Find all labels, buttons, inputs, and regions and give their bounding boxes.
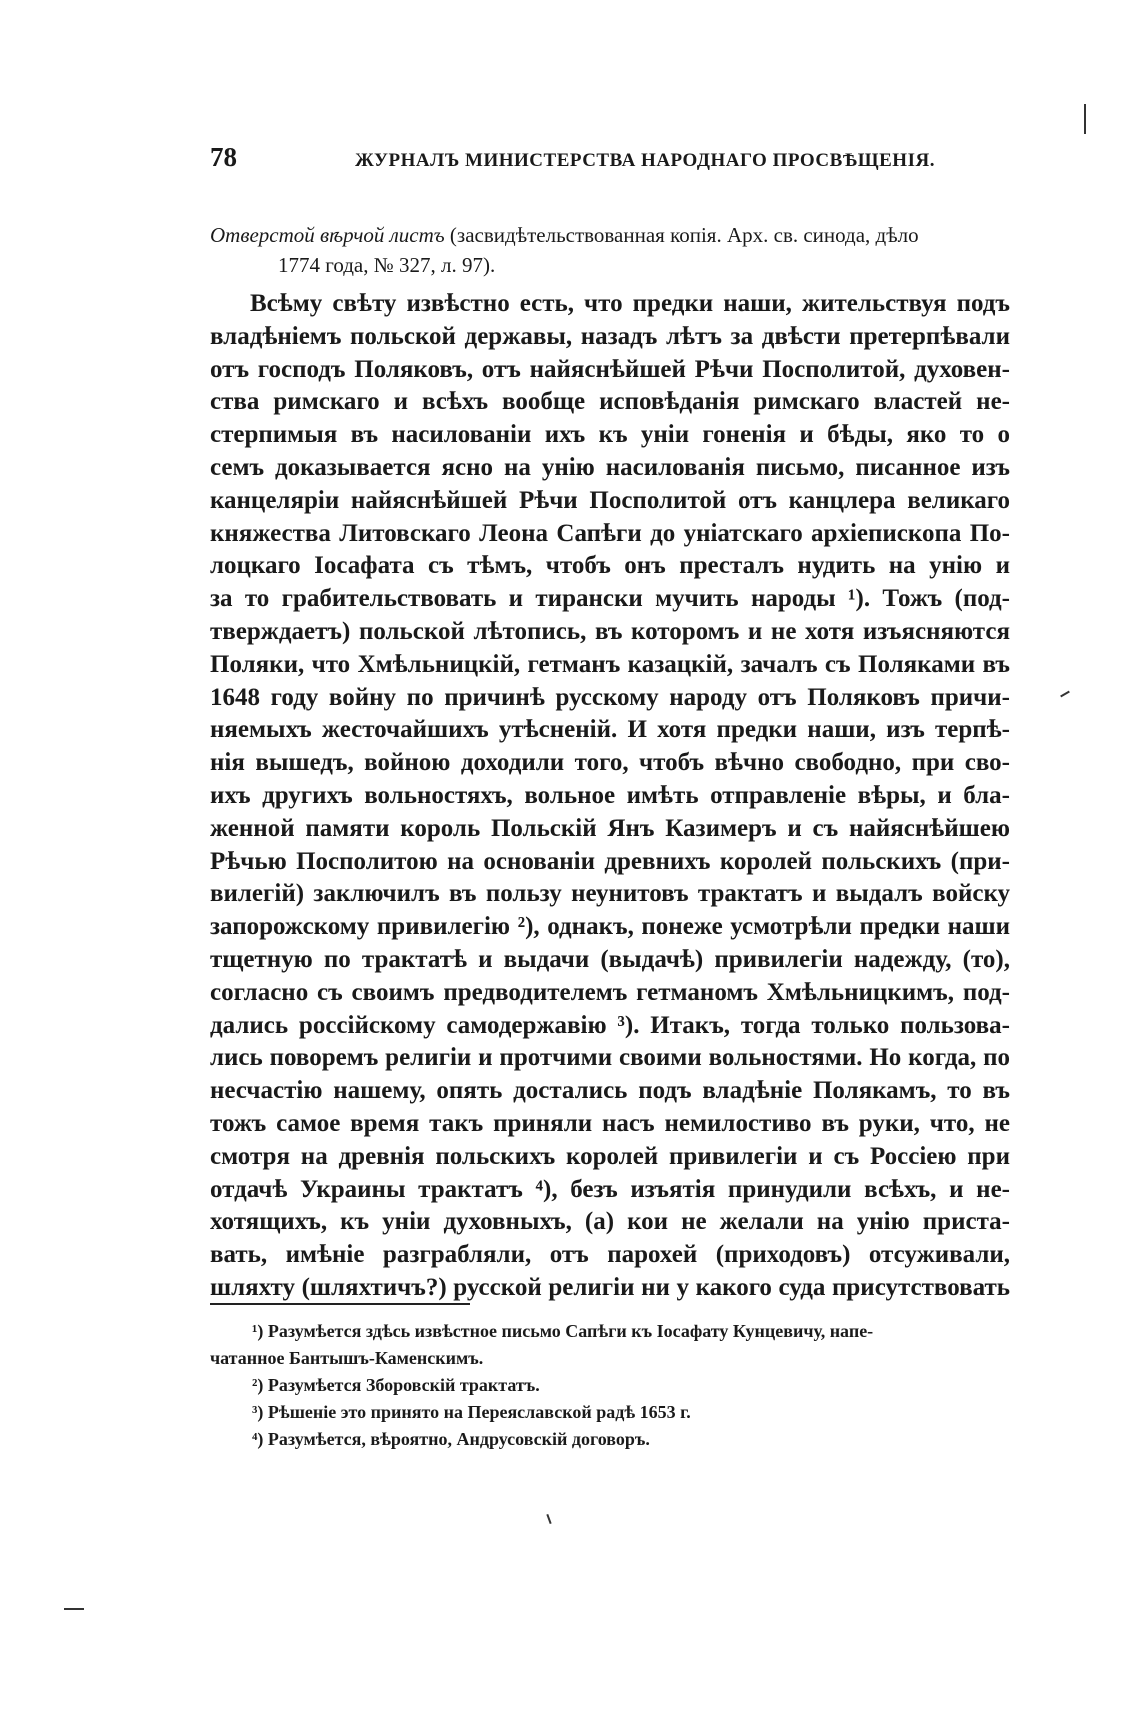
body-line: лись поворемъ религіи и протчими своими вольностями. Но когда, по xyxy=(210,1044,1010,1072)
body-line: отъ господъ Поляковъ, отъ найяснѣйшей Рѣчи Посполитой, духовен- xyxy=(210,355,1010,383)
footnotes xyxy=(210,1318,1010,1453)
body-line: княжества Литовскаго Леона Сапѣги до уніатскаго архіепископа По- xyxy=(210,519,1010,547)
body-line: вилегій) заключилъ въ пользу неунитовъ трактатъ и выдалъ войску xyxy=(210,880,1010,908)
body-line: ства римскаго и всѣхъ вообще исповѣданія римскаго властей не- xyxy=(210,388,1010,416)
scan-mark-top-right xyxy=(1084,104,1086,134)
body-line: Всѣму свѣту извѣстно есть, что предки наши, жительствуя подъ xyxy=(250,290,1010,317)
body-line: владѣніемъ польской державы, назадъ лѣтъ за двѣсти претерпѣвали xyxy=(210,322,1010,350)
scan-mark-bottom-left xyxy=(64,1608,84,1610)
body-line: шляхту (шляхтичъ?) русской религіи ни у какого суда присутствовать xyxy=(210,1273,1010,1301)
body-line: за то грабительствовать и тирански мучить народы ¹). Тожъ (под- xyxy=(210,585,1010,613)
body-line: согласно съ своимъ предводителемъ гетманомъ Хмѣльницкимъ, под- xyxy=(210,978,1010,1006)
body-line: тожъ самое время такъ приняли насъ немилостиво въ руки, что, не xyxy=(210,1109,1010,1137)
body-text xyxy=(210,288,1010,1305)
body-line: няемыхъ жесточайшихъ утѣсненій. И хотя предки наши, изъ терпѣ- xyxy=(210,716,1010,744)
scan-mark-right xyxy=(1060,691,1070,698)
body-line: запорожскому привилегію ²), однакъ, понеже усмотрѣли предки наши xyxy=(210,913,1010,941)
body-line: дались россійскому самодержавію ³). Итакъ, тогда только пользова- xyxy=(210,1011,1010,1039)
running-head: ЖУРНАЛЪ МИНИСТЕРСТВА НАРОДНАГО ПРОСВѢЩЕНІЯ. xyxy=(355,150,935,171)
source-line2: 1774 года, № 327, л. 97). xyxy=(278,253,496,277)
body-line: стерпимыя въ насилованіи ихъ къ уніи гоненія и бѣды, яко то о xyxy=(210,421,1010,449)
body-line: тщетную по трактатѣ и выдачи (выдачѣ) привилегіи надежду, (то), xyxy=(210,945,1010,973)
body-line: нія вышедъ, войною доходили того, чтобъ вѣчно свободно, при сво- xyxy=(210,749,1010,777)
body-line: Поляки, что Хмѣльницкій, гетманъ казацкій, зачалъ съ Поляками въ xyxy=(210,650,1010,678)
body-line: тверждаетъ) польской лѣтопись, въ которомъ и не хотя изъясняются xyxy=(210,617,1010,645)
body-line: вать, имѣніе разграбляли, отъ парохей (приходовъ) отсуживали, xyxy=(210,1241,1010,1269)
footnote-2: ²) Разумѣется Зборовскій трактатъ. xyxy=(252,1375,540,1395)
body-line: лоцкаго Іосафата съ тѣмъ, чтобъ онъ престалъ нудить на унію и xyxy=(210,552,1010,580)
scan-mark-bottom-center xyxy=(546,1514,551,1524)
body-line: хотящихъ, къ уніи духовныхъ, (а) кои не желали на унію приста- xyxy=(210,1208,1010,1236)
footnote-1: ¹) Разумѣется здѣсь извѣстное письмо Сапѣги къ Іосафату Кунцевичу, напе- xyxy=(252,1321,874,1341)
source-citation xyxy=(210,220,1010,280)
footnote-3: ³) Рѣшеніе это принято на Переяславской радѣ 1653 г. xyxy=(252,1402,691,1422)
body-line: отдачѣ Украины трактатъ ⁴), безъ изъятія принудили всѣхъ, и не- xyxy=(210,1175,1010,1203)
body-line: несчастію нашему, опять достались подъ владѣніе Полякамъ, то въ xyxy=(210,1077,1010,1105)
page-header xyxy=(210,142,1010,178)
body-line: канцеляріи найяснѣйшей Рѣчи Посполитой отъ канцлера великаго xyxy=(210,486,1010,514)
footnote-4: ⁴) Разумѣется, вѣроятно, Андрусовскій договоръ. xyxy=(252,1429,650,1449)
source-line1-rest: (засвидѣтельствованная копія. Арх. св. синода, дѣло xyxy=(444,223,919,247)
body-line: смотря на древнія польскихъ королей привилегіи и съ Россіею при xyxy=(210,1142,1010,1170)
source-title: Отверстой вѣрчой листъ xyxy=(210,223,445,247)
footnote-rule xyxy=(210,1303,470,1305)
body-line: Рѣчью Посполитою на основаніи древнихъ королей польскихъ (при- xyxy=(210,847,1010,875)
footnote-1-continuation: чатанное Бантышъ-Каменскимъ. xyxy=(210,1348,484,1368)
body-line: 1648 году войну по причинѣ русскому народу отъ Поляковъ причи- xyxy=(210,683,1010,711)
body-line: ихъ другихъ вольностяхъ, вольное имѣть отправленіе вѣры, и бла- xyxy=(210,781,1010,809)
body-line: семъ доказывается ясно на унію насилованія письмо, писанное изъ xyxy=(210,453,1010,481)
page-number: 78 xyxy=(210,142,237,172)
body-line: женной памяти король Польскій Янъ Казимеръ и съ найяснѣйшею xyxy=(210,814,1010,842)
